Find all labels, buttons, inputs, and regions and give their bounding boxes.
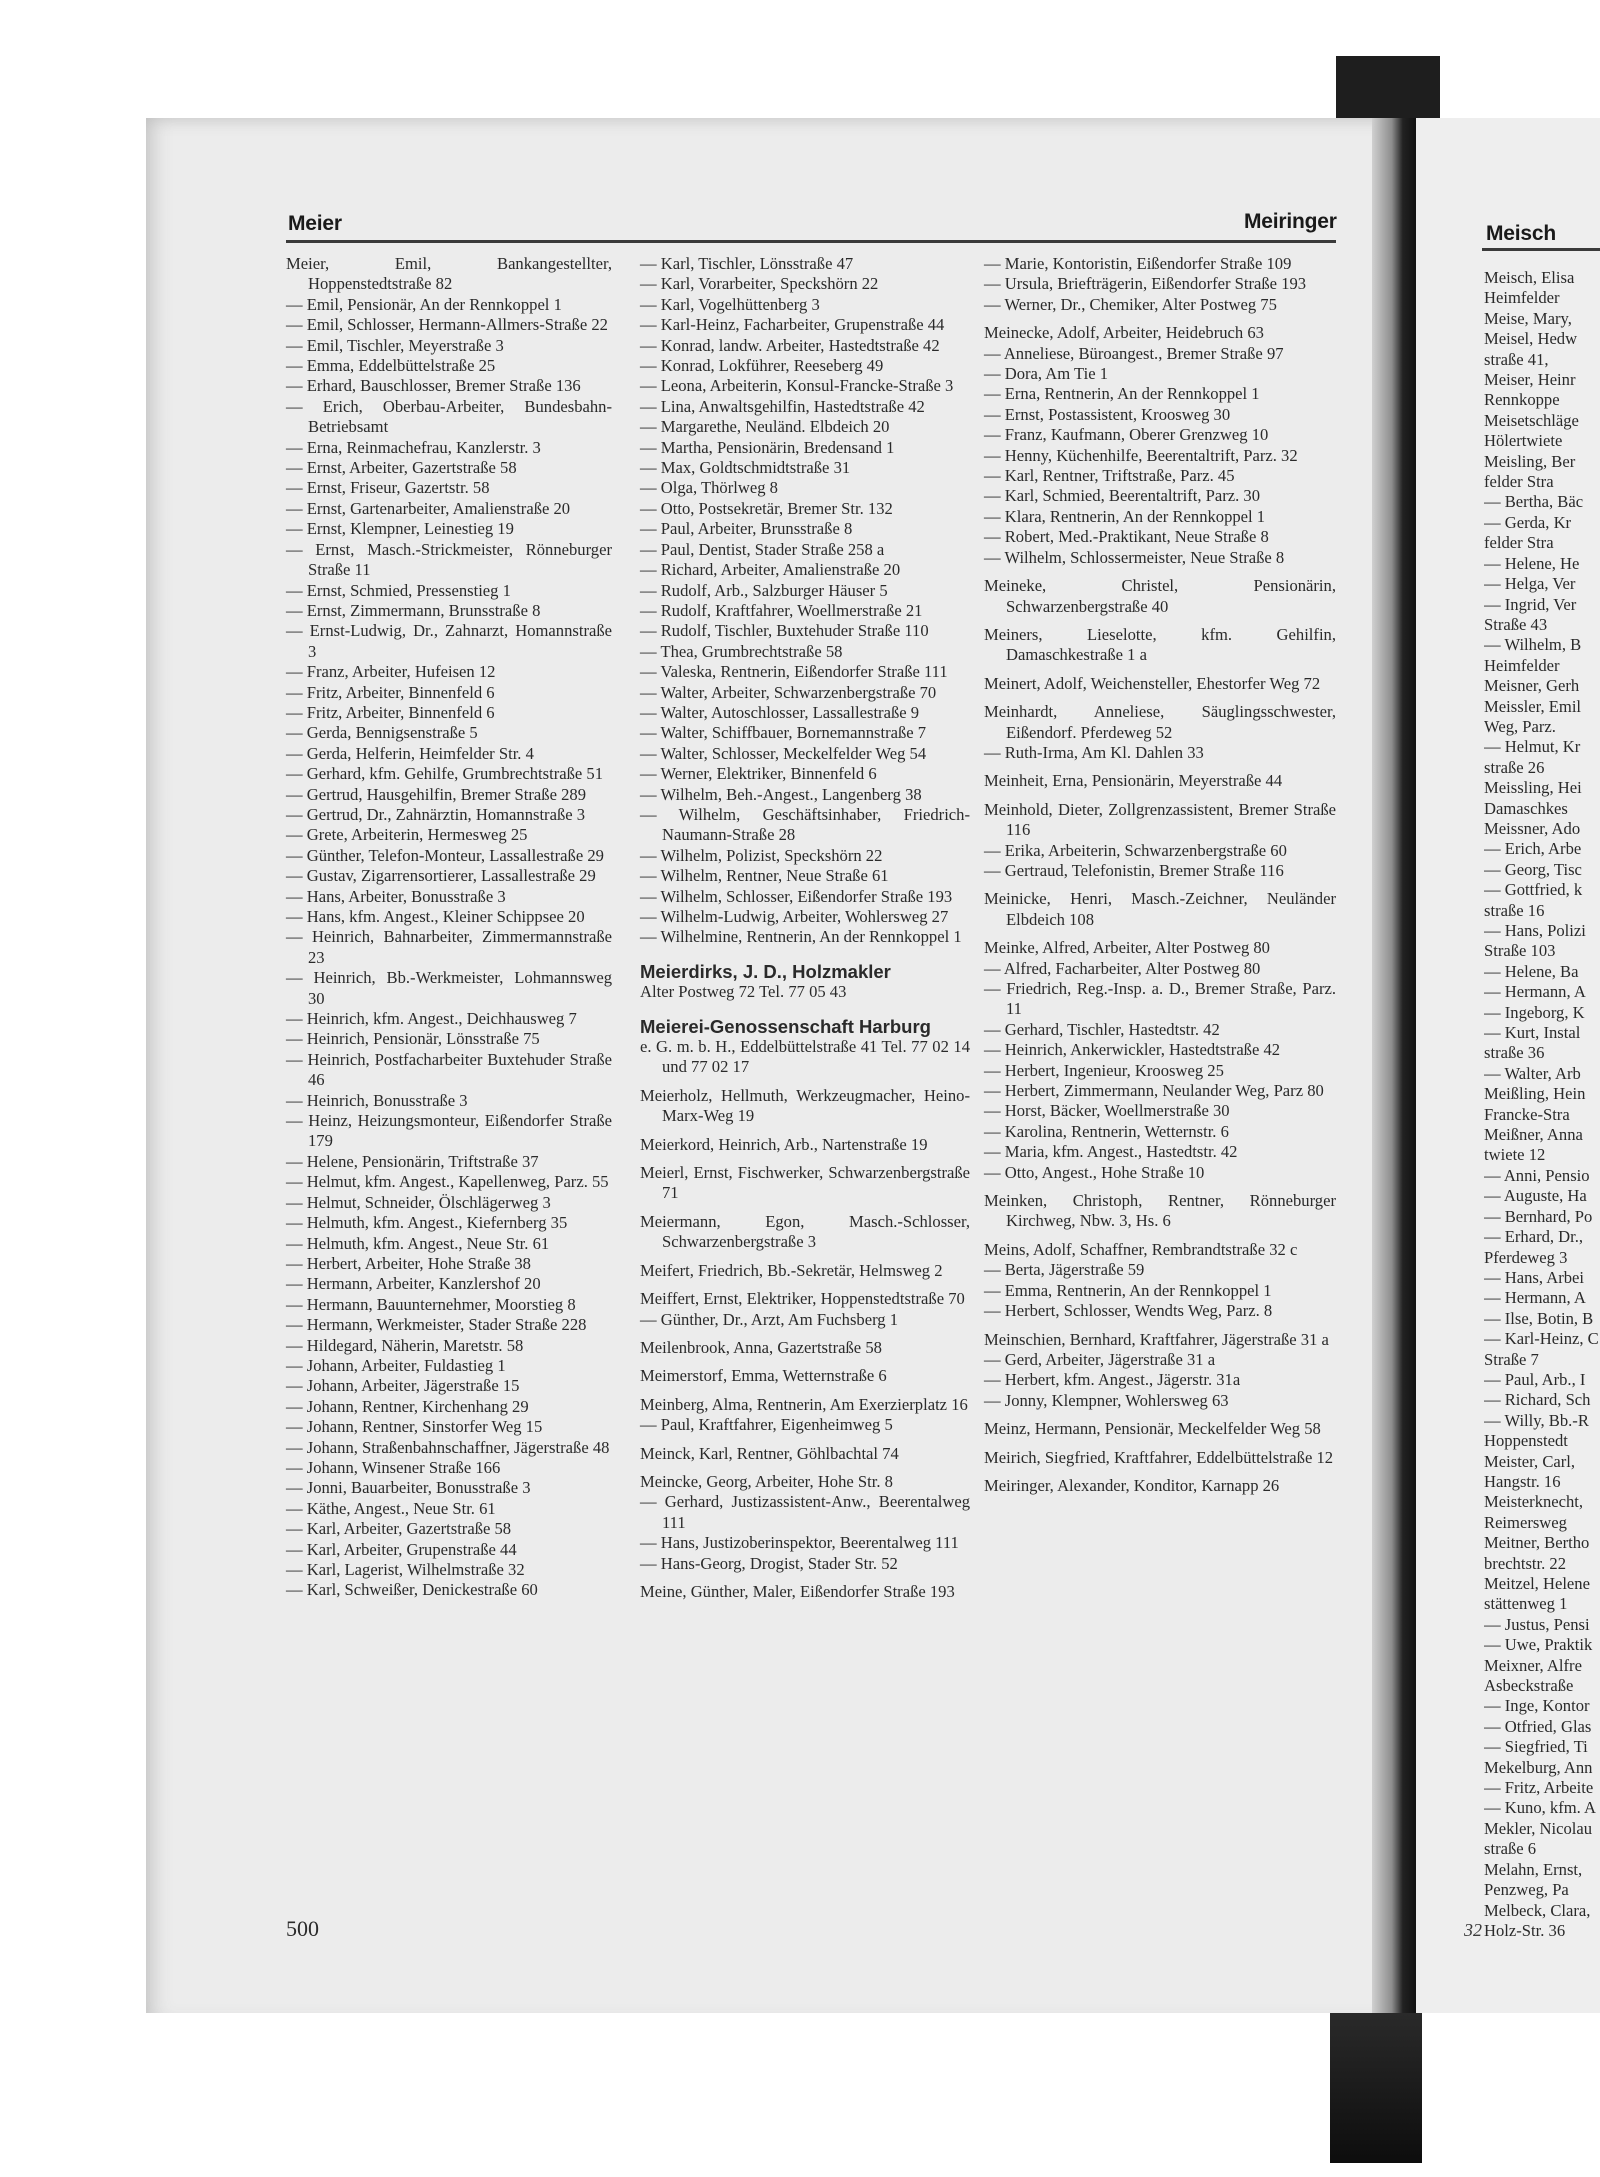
directory-entry-fragment: — Erich, Arbe — [1484, 839, 1582, 859]
directory-entry-fragment: felder Stra — [1484, 533, 1554, 553]
directory-entry-fragment: Mekelburg, Ann — [1484, 1757, 1593, 1777]
directory-entry-fragment: — Justus, Pensi — [1484, 1614, 1590, 1634]
directory-entry: — Rudolf, Tischler, Buxtehuder Straße 110 — [640, 621, 929, 641]
directory-entry: — Günther, Telefon-Monteur, Lassallestraße 29 — [286, 845, 604, 865]
directory-entry-fragment: Straße 43 — [1484, 614, 1548, 634]
directory-entry-fragment: Meisch, Elisa — [1484, 268, 1575, 287]
directory-entry: — Paul, Dentist, Stader Straße 258 a — [640, 539, 885, 559]
directory-entry: Meinecke, Adolf, Arbeiter, Heidebruch 63 — [984, 323, 1264, 343]
directory-entry: — Franz, Kaufmann, Oberer Grenzweg 10 — [984, 425, 1269, 445]
directory-entry: — Heinrich, Bahnarbeiter, Zimmermannstraße 23 — [286, 927, 612, 967]
directory-entry: — Herbert, kfm. Angest., Jägerstr. 31a — [984, 1370, 1241, 1390]
directory-entry: — Wilhelmine, Rentnerin, An der Rennkoppel 1 — [640, 927, 962, 947]
directory-entry-fragment: — Fritz, Arbeite — [1484, 1778, 1594, 1798]
directory-entry: Meinberg, Alma, Rentnerin, Am Exerzierplatz 16 — [640, 1394, 968, 1414]
directory-entry: — Hermann, Werkmeister, Stader Straße 228 — [286, 1315, 587, 1335]
directory-entry: — Johann, Rentner, Kirchenhang 29 — [286, 1396, 529, 1416]
directory-entry: — Ernst, Klempner, Leinestieg 19 — [286, 519, 514, 539]
directory-entry: — Gerhard, Justizassistent-Anw., Beerentalweg 111 — [640, 1492, 970, 1532]
directory-entry-fragment: Meixner, Alfre — [1484, 1655, 1582, 1675]
directory-entry: — Helene, Pensionärin, Triftstraße 37 — [286, 1151, 539, 1171]
directory-entry-fragment: stättenweg 1 — [1484, 1594, 1568, 1614]
directory-entry: — Hans, kfm. Angest., Kleiner Schippsee 20 — [286, 907, 585, 926]
directory-entry-fragment: straße 36 — [1484, 1043, 1545, 1063]
directory-entry-fragment: Hölertwiete — [1484, 431, 1563, 451]
directory-entry: Meinhardt, Anneliese, Säuglingsschwester, Eißendorf. Pferdeweg 52 — [984, 702, 1336, 742]
directory-entry: Meinken, Christoph, Rentner, Rönneburger Kirchweg, Nbw. 3, Hs. 6 — [984, 1191, 1336, 1231]
directory-entry: — Wilhelm-Ludwig, Arbeiter, Wohlersweg 27 — [640, 907, 949, 926]
directory-entry: — Wilhelm, Geschäftsinhaber, Friedrich-Naumann-Straße 28 — [640, 804, 970, 845]
directory-entry: Meierkord, Heinrich, Arb., Nartenstraße 19 — [640, 1134, 928, 1154]
directory-entry: — Erna, Reinmachefrau, Kanzlerstr. 3 — [286, 437, 541, 457]
directory-entry: — Dora, Am Tie 1 — [984, 364, 1109, 384]
right-page-header-rule — [1482, 248, 1600, 251]
directory-entry: — Emma, Rentnerin, An der Rennkoppel 1 — [984, 1280, 1272, 1300]
directory-entry: — Ernst, Postassistent, Kroosweg 30 — [984, 404, 1231, 424]
directory-entry: — Karl, Vorarbeiter, Speckshörn 22 — [640, 274, 879, 294]
book-spine-bottom — [1330, 2013, 1422, 2163]
directory-entry: — Herbert, Zimmermann, Neulander Weg, Parz 80 — [984, 1081, 1324, 1101]
directory-entry-fragment: Melahn, Ernst, — [1484, 1859, 1583, 1879]
directory-entry: — Marie, Kontoristin, Eißendorfer Straße 109 — [984, 254, 1292, 273]
directory-entry-fragment: Melbeck, Clara, — [1484, 1900, 1591, 1920]
directory-entry-fragment: Meise, Mary, — [1484, 308, 1572, 328]
book-gutter — [1372, 118, 1416, 2013]
header-rule — [286, 240, 1336, 243]
directory-entry: — Karl, Arbeiter, Gazertstraße 58 — [286, 1519, 512, 1539]
directory-entry-fragment: Pferdeweg 3 — [1484, 1247, 1568, 1267]
directory-entry-fragment: — Wilhelm, B — [1484, 635, 1582, 655]
directory-entry-fragment: — Siegfried, Ti — [1484, 1737, 1588, 1757]
directory-entry: — Paul, Kraftfahrer, Eigenheimweg 5 — [640, 1415, 893, 1435]
directory-entry-fragment: Meißling, Hein — [1484, 1084, 1586, 1104]
directory-entry-fragment: Reimersweg — [1484, 1512, 1567, 1532]
directory-entry-fragment: Asbeckstraße — [1484, 1676, 1574, 1696]
directory-entry: — Henny, Küchenhilfe, Beerentaltrift, Parz. 32 — [984, 445, 1298, 465]
directory-entry-fragment: — Hans, Arbei — [1484, 1267, 1585, 1287]
directory-entry: — Leona, Arbeiterin, Konsul-Francke-Straße 3 — [640, 376, 954, 396]
directory-entry: — Gustav, Zigarrensortierer, Lassallestraße 29 — [286, 866, 596, 886]
directory-entry-fragment: Francke-Stra — [1484, 1104, 1570, 1124]
page-number: 500 — [286, 1916, 319, 1941]
directory-column-3 — [984, 254, 1336, 1496]
directory-entry: — Karl-Heinz, Facharbeiter, Grupenstraße 44 — [640, 315, 945, 335]
directory-entry: — Fritz, Arbeiter, Binnenfeld 6 — [286, 682, 495, 702]
directory-entry-fragment: straße 41, — [1484, 349, 1549, 369]
directory-entry: — Richard, Arbeiter, Amalienstraße 20 — [640, 560, 901, 580]
directory-entry: — Gertrud, Hausgehilfin, Bremer Straße 289 — [286, 784, 586, 804]
directory-entry-fragment: Meisner, Gerh — [1484, 676, 1580, 696]
right-page-running-head: Meisch — [1486, 222, 1556, 245]
directory-entry-fragment: Meisling, Ber — [1484, 451, 1576, 471]
directory-entry-fragment: — Helene, Ba — [1484, 961, 1579, 981]
directory-entry: — Günther, Dr., Arzt, Am Fuchsberg 1 — [640, 1309, 899, 1329]
directory-entry-fragment: — Auguste, Ha — [1484, 1186, 1587, 1206]
directory-entry-fragment: — Bertha, Bäc — [1484, 492, 1584, 512]
directory-entry: Meinschien, Bernhard, Kraftfahrer, Jägerstraße 31 a — [984, 1329, 1329, 1349]
directory-entry: — Konrad, Lokführer, Reeseberg 49 — [640, 356, 884, 376]
directory-entry: Meinke, Alfred, Arbeiter, Alter Postweg 80 — [984, 938, 1270, 958]
directory-entry-fragment: Damaschkes — [1484, 798, 1568, 818]
directory-entry-fragment: — Paul, Arb., I — [1484, 1369, 1586, 1389]
directory-entry: — Thea, Grumbrechtstraße 58 — [640, 641, 843, 661]
directory-entry: — Hildegard, Näherin, Maretstr. 58 — [286, 1335, 524, 1355]
directory-entry-fragment: — Bernhard, Po — [1484, 1206, 1593, 1226]
directory-entry: — Emil, Schlosser, Hermann-Allmers-Straße 22 — [286, 315, 608, 335]
directory-entry: — Johann, Rentner, Sinstorfer Weg 15 — [286, 1417, 543, 1437]
directory-entry-fragment: — Gerda, Kr — [1484, 512, 1572, 532]
directory-entry: — Walter, Autoschlosser, Lassallestraße 9 — [640, 702, 920, 722]
directory-entry: — Anneliese, Büroangest., Bremer Straße 97 — [984, 343, 1284, 363]
directory-entry-fragment: Penzweg, Pa — [1484, 1880, 1569, 1900]
directory-entry: Meier, Emil, Bankangestellter, Hoppenstedtstraße 82 — [286, 254, 612, 294]
directory-entry: Meierdirks, J. D., Holzmakler — [640, 960, 891, 982]
directory-entry-fragment: — Karl-Heinz, C — [1484, 1329, 1599, 1349]
directory-entry: Meierholz, Hellmuth, Werkzeugmacher, Heino-Marx-Weg 19 — [640, 1085, 970, 1126]
directory-entry: — Fritz, Arbeiter, Binnenfeld 6 — [286, 702, 495, 722]
directory-entry-fragment: Heimfelder — [1484, 655, 1560, 675]
directory-entry: — Herbert, Schlosser, Wendts Weg, Parz. 8 — [984, 1301, 1273, 1321]
directory-entry: — Emma, Eddelbüttelstraße 25 — [286, 356, 496, 376]
directory-entry: Meine, Günther, Maler, Eißendorfer Straße 193 — [640, 1581, 955, 1601]
directory-entry: — Ursula, Briefträgerin, Eißendorfer Straße 193 — [984, 274, 1307, 294]
directory-entry: — Wilhelm, Beh.-Angest., Langenberg 38 — [640, 784, 922, 804]
directory-entry: — Emil, Tischler, Meyerstraße 3 — [286, 335, 504, 355]
directory-entry-fragment: — Helga, Ver — [1484, 574, 1576, 594]
directory-entry: — Maria, kfm. Angest., Hastedtstr. 42 — [984, 1142, 1238, 1162]
directory-entry: — Jonny, Klempner, Wohlersweg 63 — [984, 1390, 1229, 1410]
directory-entry: — Gerhard, kfm. Gehilfe, Grumbrechtstraße 51 — [286, 764, 604, 784]
directory-entry: — Herbert, Ingenieur, Kroosweg 25 — [984, 1060, 1224, 1080]
directory-entry: Meinert, Adolf, Weichensteller, Ehestorfer Weg 72 — [984, 673, 1321, 693]
directory-entry-fragment: Meißner, Anna — [1484, 1125, 1583, 1145]
directory-entry-fragment: — Helmut, Kr — [1484, 737, 1581, 757]
directory-entry: — Karolina, Rentnerin, Wetternstr. 6 — [984, 1121, 1229, 1141]
directory-entry: — Helmuth, kfm. Angest., Neue Str. 61 — [286, 1233, 550, 1253]
directory-entry-fragment: — Hermann, A — [1484, 1288, 1586, 1308]
directory-entry: — Ernst, Masch.-Strickmeister, Rönneburger Straße 11 — [286, 539, 612, 580]
directory-entry-fragment: — Kuno, kfm. A — [1484, 1798, 1597, 1818]
directory-entry: — Heinrich, Bonusstraße 3 — [286, 1090, 468, 1110]
directory-entry: — Margarethe, Neuländ. Elbdeich 20 — [640, 417, 890, 437]
directory-entry: — Werner, Elektriker, Binnenfeld 6 — [640, 764, 877, 784]
directory-entry: — Gerda, Helferin, Heimfelder Str. 4 — [286, 743, 534, 763]
directory-entry: Meinck, Karl, Rentner, Göhlbachtal 74 — [640, 1443, 899, 1463]
directory-entry-fragment: — Richard, Sch — [1484, 1390, 1591, 1410]
directory-entry: — Gertrud, Dr., Zahnärztin, Homannstraße 3 — [286, 804, 586, 824]
directory-entry: — Hans, Arbeiter, Bonusstraße 3 — [286, 886, 506, 906]
directory-entry-fragment: — Erhard, Dr., — [1484, 1227, 1584, 1247]
directory-entry-fragment: Rennkoppe — [1484, 390, 1560, 410]
directory-entry: — Karl, Schmied, Beerentaltrift, Parz. 30 — [984, 486, 1261, 506]
directory-entry: Meirich, Siegfried, Kraftfahrer, Eddelbüttelstraße 12 — [984, 1447, 1334, 1467]
directory-entry: — Käthe, Angest., Neue Str. 61 — [286, 1498, 496, 1518]
directory-entry: Meiringer, Alexander, Konditor, Karnapp 26 — [984, 1475, 1280, 1495]
directory-entry: — Karl, Schweißer, Denickestraße 60 — [286, 1580, 538, 1600]
directory-entry-fragment: — Uwe, Praktik — [1484, 1635, 1593, 1655]
directory-entry: Meins, Adolf, Schaffner, Rembrandtstraße 32 c — [984, 1239, 1298, 1259]
directory-entry: — Heinrich, Bb.-Werkmeister, Lohmannsweg 30 — [286, 968, 612, 1008]
directory-entry-fragment: — Gottfried, k — [1484, 880, 1583, 900]
directory-entry: — Robert, Med.-Praktikant, Neue Straße 8 — [984, 527, 1269, 547]
directory-entry-fragment: — Kurt, Instal — [1484, 1023, 1581, 1043]
directory-entry: — Klara, Rentnerin, An der Rennkoppel 1 — [984, 506, 1266, 526]
directory-entry-fragment: — Willy, Bb.-R — [1484, 1410, 1589, 1430]
right-page-column — [1484, 268, 1600, 1941]
directory-entry-fragment: Meister, Carl, — [1484, 1451, 1576, 1471]
directory-entry: Meinheit, Erna, Pensionärin, Meyerstraße 44 — [984, 771, 1283, 791]
directory-entry: — Heinz, Heizungsmonteur, Eißendorfer Straße 179 — [286, 1111, 612, 1151]
directory-entry: — Gerd, Arbeiter, Jägerstraße 31 a — [984, 1349, 1216, 1369]
directory-entry-fragment: felder Stra — [1484, 472, 1554, 492]
directory-entry: — Karl, Rentner, Triftstraße, Parz. 45 — [984, 466, 1235, 486]
directory-entry: — Heinrich, Postfacharbeiter Buxtehuder Straße 46 — [286, 1049, 612, 1090]
directory-entry: — Otto, Postsekretär, Bremer Str. 132 — [640, 498, 893, 518]
directory-entry-fragment: straße 6 — [1484, 1839, 1537, 1859]
directory-entry: — Martha, Pensionärin, Bredensand 1 — [640, 437, 895, 457]
directory-entry-fragment: — Otfried, Glas — [1484, 1716, 1592, 1736]
directory-entry: — Ernst-Ludwig, Dr., Zahnarzt, Homannstraße 3 — [286, 621, 612, 661]
directory-entry-fragment: — Ingrid, Ver — [1484, 594, 1577, 614]
directory-entry: Meinz, Hermann, Pensionär, Meckelfelder Weg 58 — [984, 1419, 1321, 1439]
directory-entry: — Karl, Lagerist, Wilhelmstraße 32 — [286, 1560, 525, 1579]
directory-entry: — Rudolf, Arb., Salzburger Häuser 5 — [640, 580, 888, 600]
directory-entry-fragment: Holz-Str. 36 — [1484, 1920, 1566, 1940]
directory-entry-fragment: Hoppenstedt — [1484, 1431, 1568, 1451]
directory-entry: — Karl, Arbeiter, Grupenstraße 44 — [286, 1539, 517, 1559]
directory-entry: — Heinrich, kfm. Angest., Deichhausweg 7 — [286, 1009, 577, 1029]
directory-entry: — Konrad, landw. Arbeiter, Hastedtstraße 42 — [640, 335, 940, 355]
running-head-right: Meiringer — [1244, 210, 1337, 233]
directory-entry-fragment: brechtstr. 22 — [1484, 1553, 1567, 1573]
directory-entry-fragment: — Hermann, A — [1484, 982, 1586, 1002]
directory-entry: — Erna, Rentnerin, An der Rennkoppel 1 — [984, 384, 1260, 404]
directory-entry: — Wilhelm, Rentner, Neue Straße 61 — [640, 866, 889, 886]
directory-entry: — Johann, Arbeiter, Jägerstraße 15 — [286, 1376, 520, 1396]
directory-entry: — Walter, Arbeiter, Schwarzenbergstraße 70 — [640, 682, 937, 702]
directory-entry: Meifert, Friedrich, Bb.-Sekretär, Helmsweg 2 — [640, 1260, 943, 1280]
directory-entry: — Ernst, Friseur, Gazertstr. 58 — [286, 478, 490, 498]
directory-entry: — Wilhelm, Polizist, Speckshörn 22 — [640, 845, 883, 865]
directory-entry: — Ernst, Zimmermann, Brunsstraße 8 — [286, 600, 541, 620]
directory-entry: — Emil, Pensionär, An der Rennkoppel 1 — [286, 294, 562, 314]
directory-entry-fragment: Meitzel, Helene — [1484, 1574, 1590, 1593]
directory-entry: Alter Postweg 72 Tel. 77 05 43 — [640, 982, 847, 1002]
directory-entry: — Max, Goldtschmidtstraße 31 — [640, 458, 851, 478]
directory-entry-fragment: Straße 103 — [1484, 941, 1556, 961]
directory-entry: — Werner, Dr., Chemiker, Alter Postweg 75 — [984, 294, 1277, 314]
directory-entry: Meinicke, Henri, Masch.-Zeichner, Neuländer Elbdeich 108 — [984, 889, 1336, 929]
directory-entry-fragment: — Anni, Pensio — [1484, 1165, 1590, 1185]
directory-entry-fragment: — Inge, Kontor — [1484, 1696, 1590, 1716]
directory-entry: — Walter, Schiffbauer, Bornemannstraße 7 — [640, 723, 927, 743]
directory-entry: — Heinrich, Pensionär, Lönsstraße 75 — [286, 1029, 540, 1049]
directory-entry: — Johann, Arbeiter, Fuldastieg 1 — [286, 1355, 506, 1375]
directory-entry-fragment: Mekler, Nicolau — [1484, 1818, 1593, 1838]
directory-entry: — Helmuth, kfm. Angest., Kiefernberg 35 — [286, 1213, 568, 1233]
directory-entry-fragment: Straße 7 — [1484, 1349, 1539, 1369]
directory-entry: — Ruth-Irma, Am Kl. Dahlen 33 — [984, 742, 1204, 762]
directory-entry-fragment: Meisterknecht, — [1484, 1492, 1584, 1512]
directory-entry: Meimerstorf, Emma, Wetternstraße 6 — [640, 1366, 887, 1386]
directory-entry: — Gerda, Bennigsenstraße 5 — [286, 723, 478, 743]
directory-entry-fragment: — Hans, Polizi — [1484, 921, 1586, 940]
directory-entry: — Rudolf, Kraftfahrer, Woellmerstraße 21 — [640, 600, 923, 620]
running-head-left: Meier — [288, 212, 342, 235]
directory-entry: e. G. m. b. H., Eddelbüttelstraße 41 Tel. 77 02 14 und 77 02 17 — [640, 1037, 970, 1077]
directory-entry: — Erika, Arbeiterin, Schwarzenbergstraße 60 — [984, 840, 1287, 860]
directory-entry: Meiners, Lieselotte, kfm. Gehilfin, Damaschkestraße 1 a — [984, 624, 1336, 665]
directory-entry: — Herbert, Arbeiter, Hohe Straße 38 — [286, 1253, 531, 1273]
directory-entry-fragment: — Helene, He — [1484, 553, 1580, 573]
directory-entry: — Paul, Arbeiter, Brunsstraße 8 — [640, 519, 853, 539]
directory-entry: — Friedrich, Reg.-Insp. a. D., Bremer Straße, Parz. 11 — [984, 979, 1336, 1019]
directory-entry: — Horst, Bäcker, Woellmerstraße 30 — [984, 1101, 1230, 1121]
directory-entry: — Valeska, Rentnerin, Eißendorfer Straße 111 — [640, 662, 948, 682]
directory-entry-fragment: Meisetschläge — [1484, 410, 1579, 430]
directory-entry: Meierei-Genossenschaft Harburg — [640, 1015, 931, 1037]
directory-entry-fragment: Heimfelder — [1484, 288, 1560, 308]
directory-entry: — Berta, Jägerstraße 59 — [984, 1260, 1145, 1280]
directory-entry: — Alfred, Facharbeiter, Alter Postweg 80 — [984, 958, 1261, 978]
directory-entry: — Franz, Arbeiter, Hufeisen 12 — [286, 662, 496, 682]
directory-column-1 — [286, 254, 612, 1601]
directory-entry-fragment: Meitner, Bertho — [1484, 1533, 1590, 1553]
directory-entry: — Karl, Vogelhüttenberg 3 — [640, 294, 820, 314]
directory-entry: — Gertraud, Telefonistin, Bremer Straße 116 — [984, 860, 1284, 880]
directory-entry-fragment: — Georg, Tisc — [1484, 859, 1582, 879]
directory-entry: Meiffert, Ernst, Elektriker, Hoppenstedtstraße 70 — [640, 1289, 965, 1309]
directory-entry: — Wilhelm, Schlossermeister, Neue Straße 8 — [984, 547, 1285, 567]
directory-entry-fragment: Meisel, Hedw — [1484, 329, 1578, 349]
directory-entry: — Jonni, Bauarbeiter, Bonusstraße 3 — [286, 1478, 531, 1498]
directory-entry-fragment: — Walter, Arb — [1484, 1063, 1581, 1083]
directory-entry-fragment: — Ingeborg, K — [1484, 1002, 1585, 1022]
right-page-number: 32 — [1464, 1920, 1482, 1940]
directory-entry: — Wilhelm, Schlosser, Eißendorfer Straße 193 — [640, 886, 953, 906]
directory-entry: — Hermann, Bauunternehmer, Moorstieg 8 — [286, 1294, 576, 1314]
directory-entry-fragment: Hangstr. 16 — [1484, 1471, 1561, 1491]
directory-entry: Meincke, Georg, Arbeiter, Hohe Str. 8 — [640, 1471, 893, 1491]
directory-entry: — Johann, Straßenbahnschaffner, Jägerstraße 48 — [286, 1437, 610, 1457]
directory-entry: — Johann, Winsener Straße 166 — [286, 1457, 501, 1477]
directory-entry: — Hermann, Arbeiter, Kanzlershof 20 — [286, 1274, 541, 1294]
directory-entry: — Lina, Anwaltsgehilfin, Hastedtstraße 42 — [640, 396, 925, 416]
directory-entry: — Karl, Tischler, Lönsstraße 47 — [640, 254, 854, 273]
directory-entry-fragment: Meissner, Ado — [1484, 818, 1581, 838]
directory-entry-fragment: twiete 12 — [1484, 1145, 1546, 1165]
directory-entry: — Hans, Justizoberinspektor, Beerentalweg 111 — [640, 1533, 959, 1553]
directory-entry: — Hans-Georg, Drogist, Stader Str. 52 — [640, 1553, 898, 1573]
directory-entry: — Erhard, Bauschlosser, Bremer Straße 136 — [286, 376, 581, 396]
directory-entry: — Ernst, Arbeiter, Gazertstraße 58 — [286, 458, 517, 478]
directory-entry-fragment: straße 16 — [1484, 900, 1545, 920]
directory-entry: — Helmut, kfm. Angest., Kapellenweg, Parz. 55 — [286, 1172, 609, 1192]
directory-entry: — Gerhard, Tischler, Hastedtstr. 42 — [984, 1019, 1220, 1039]
directory-entry: — Otto, Angest., Hohe Straße 10 — [984, 1162, 1205, 1182]
directory-entry: — Grete, Arbeiterin, Hermesweg 25 — [286, 825, 528, 845]
directory-entry-fragment: Meiser, Heinr — [1484, 370, 1576, 390]
directory-entry: — Helmut, Schneider, Ölschlägerweg 3 — [286, 1192, 551, 1212]
directory-entry: — Walter, Schlosser, Meckelfelder Weg 54 — [640, 743, 927, 763]
directory-entry: — Ernst, Gartenarbeiter, Amalienstraße 20 — [286, 498, 571, 518]
directory-entry: — Heinrich, Ankerwickler, Hastedtstraße 42 — [984, 1040, 1281, 1060]
directory-entry: Meilenbrook, Anna, Gazertstraße 58 — [640, 1337, 882, 1357]
directory-entry: Meineke, Christel, Pensionärin, Schwarzenbergstraße 40 — [984, 576, 1336, 616]
directory-entry-fragment: straße 26 — [1484, 757, 1545, 777]
directory-entry-fragment: Meissler, Emil — [1484, 696, 1582, 716]
directory-entry: — Erich, Oberbau-Arbeiter, Bundesbahn-Betriebsamt — [286, 396, 612, 437]
directory-entry-fragment: Weg, Parz. — [1484, 716, 1556, 736]
directory-entry: — Ernst, Schmied, Pressenstieg 1 — [286, 580, 511, 600]
directory-entry-fragment: — Ilse, Botin, B — [1484, 1308, 1594, 1328]
directory-entry: Meierl, Ernst, Fischwerker, Schwarzenbergstraße 71 — [640, 1163, 970, 1203]
directory-column-2 — [640, 254, 970, 1602]
directory-entry-fragment: Meissling, Hei — [1484, 778, 1582, 798]
directory-entry: Meinhold, Dieter, Zollgrenzassistent, Bremer Straße 116 — [984, 799, 1336, 840]
directory-entry: — Olga, Thörlweg 8 — [640, 478, 778, 498]
directory-entry: Meiermann, Egon, Masch.-Schlosser, Schwarzenbergstraße 3 — [640, 1211, 970, 1252]
